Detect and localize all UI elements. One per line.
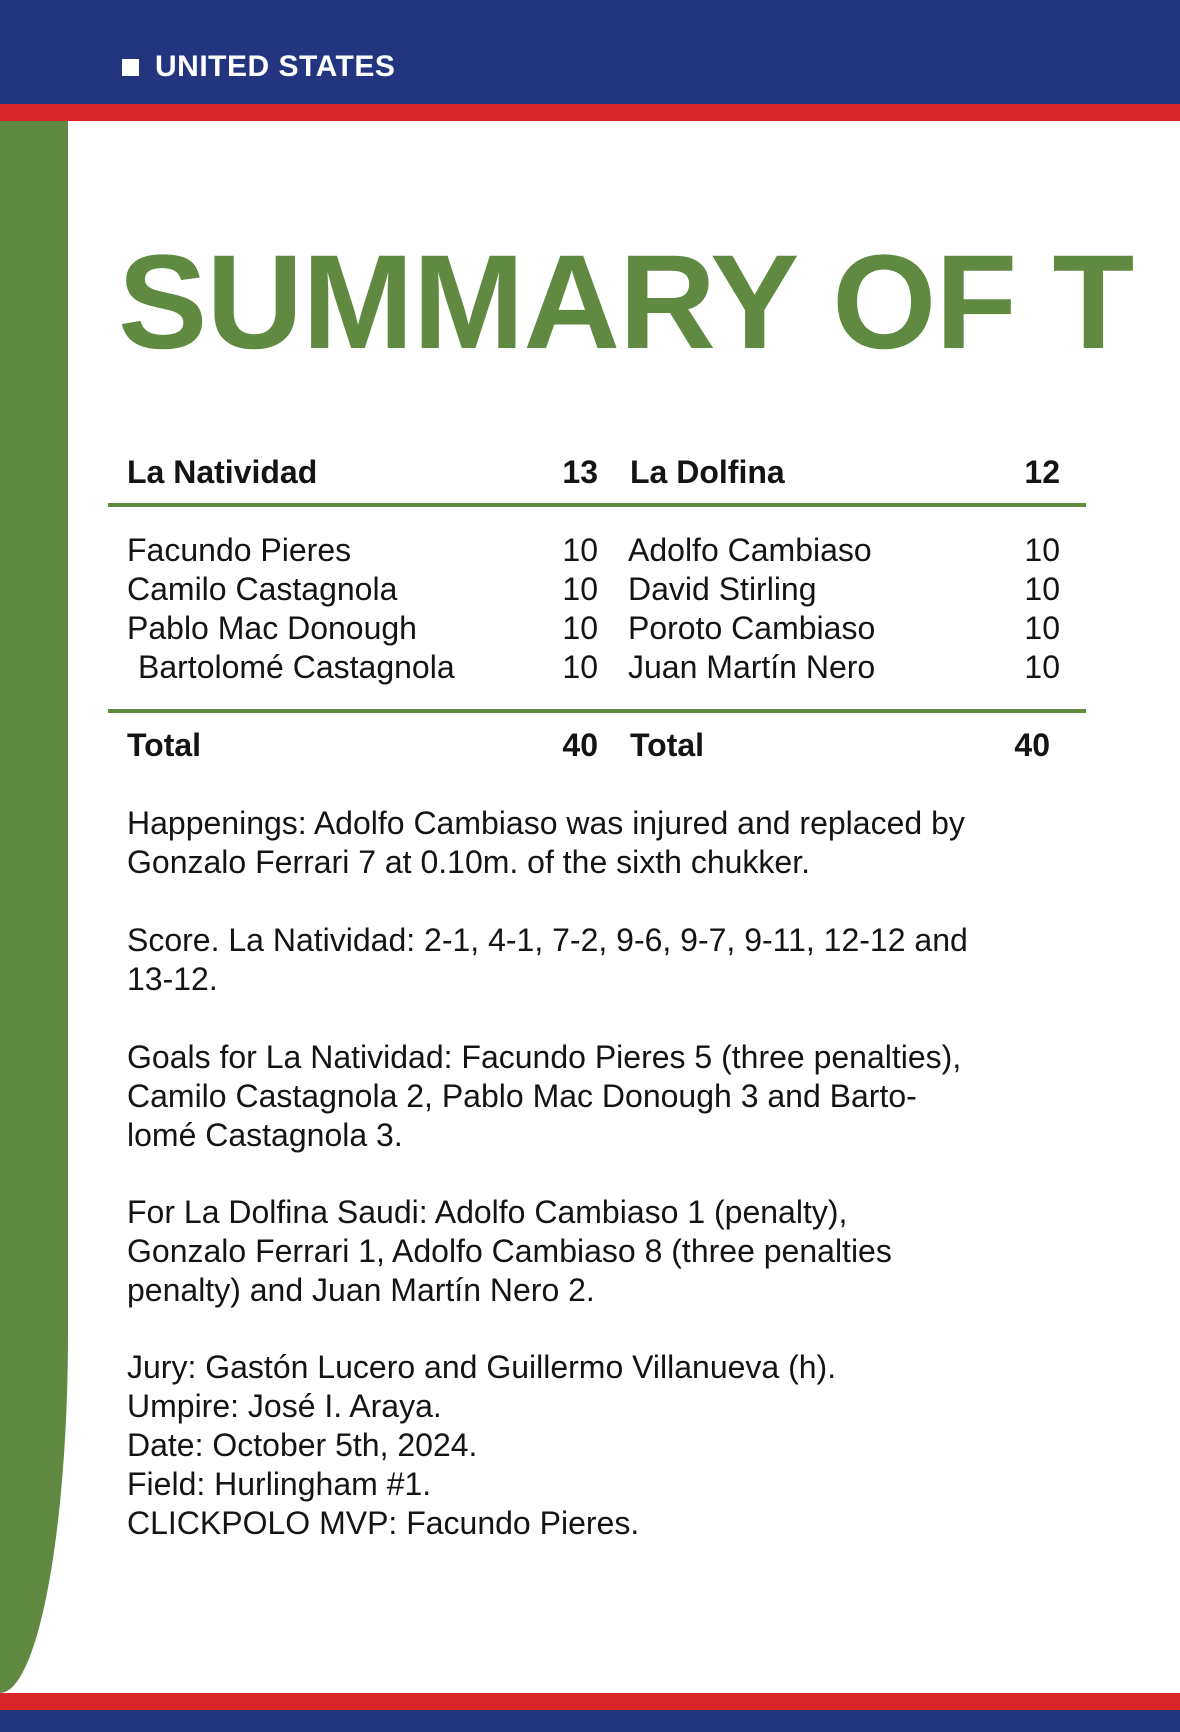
team-b-name: La Dolfina — [630, 454, 785, 490]
player-b-handicap: 10 — [1024, 610, 1060, 646]
top-red-stripe — [0, 104, 1180, 121]
text-line: Goals for La Natividad: Facundo Pieres 5 (three penalties), — [127, 1039, 962, 1075]
text-line: Camilo Castagnola 2, Pablo Mac Donough 3 and Barto- — [127, 1078, 917, 1114]
player-a-handicap: 10 — [562, 571, 598, 607]
text-line: penalty) and Juan Martín Nero 2. — [127, 1272, 595, 1308]
text-line: lomé Castagnola 3. — [127, 1117, 403, 1153]
team-a-score: 13 — [562, 454, 598, 490]
goals-team-b-paragraph — [127, 1193, 1087, 1310]
square-bullet-icon — [122, 59, 139, 76]
player-a-handicap: 10 — [562, 610, 598, 646]
player-a-name: Bartolomé Castagnola — [138, 649, 455, 685]
field-line: Field: Hurlingham #1. — [127, 1466, 432, 1502]
team-a-total-label: Total — [127, 727, 202, 763]
team-b-total-label: Total — [630, 727, 705, 763]
section-label-text: UNITED STATES — [155, 50, 396, 83]
jury-line: Jury: Gastón Lucero and Guillermo Villanueva (h). — [127, 1349, 837, 1385]
date-line: Date: October 5th, 2024. — [127, 1427, 478, 1463]
total-divider — [108, 709, 1086, 713]
bottom-red-stripe — [0, 1693, 1180, 1710]
score-paragraph — [127, 921, 1087, 999]
team-b-score: 12 — [1024, 454, 1060, 490]
text-line: Happenings: Adolfo Cambiaso was injured and replaced by — [127, 805, 965, 841]
player-b-name: Poroto Cambiaso — [628, 610, 876, 646]
player-b-handicap: 10 — [1024, 571, 1060, 607]
player-a-handicap: 10 — [562, 532, 598, 568]
match-details-paragraph — [127, 1348, 1087, 1543]
player-b-name: Adolfo Cambiaso — [628, 532, 872, 568]
player-b-handicap: 10 — [1024, 649, 1060, 685]
player-a-name: Pablo Mac Donough — [127, 610, 417, 646]
bottom-blue-stripe — [0, 1710, 1180, 1732]
text-line: For La Dolfina Saudi: Adolfo Cambiaso 1 (penalty), — [127, 1194, 848, 1230]
section-label — [122, 50, 395, 84]
player-b-name: David Stirling — [628, 571, 817, 607]
team-a-total-value: 40 — [562, 727, 598, 763]
mvp-line: CLICKPOLO MVP: Facundo Pieres. — [127, 1505, 640, 1541]
goals-team-a-paragraph — [127, 1038, 1087, 1155]
player-b-name: Juan Martín Nero — [628, 649, 876, 685]
umpire-line: Umpire: José I. Araya. — [127, 1388, 442, 1424]
happenings-paragraph — [127, 804, 1087, 882]
player-a-handicap: 10 — [562, 649, 598, 685]
text-line: Score. La Natividad: 2-1, 4-1, 7-2, 9-6, 9-7, 9-11, 12-12 and — [127, 922, 968, 958]
text-line: Gonzalo Ferrari 1, Adolfo Cambiaso 8 (three penalties — [127, 1233, 892, 1269]
text-line: 13-12. — [127, 961, 218, 997]
player-b-handicap: 10 — [1024, 532, 1060, 568]
player-a-name: Facundo Pieres — [127, 532, 352, 568]
player-a-name: Camilo Castagnola — [127, 571, 398, 607]
text-line: Gonzalo Ferrari 7 at 0.10m. of the sixth chukker. — [127, 844, 810, 880]
header-divider — [108, 503, 1086, 507]
page-title: SUMMARY OF T — [118, 228, 1134, 377]
title-container — [0, 200, 1180, 400]
team-b-total-value: 40 — [1014, 727, 1050, 763]
team-a-name: La Natividad — [127, 454, 318, 490]
